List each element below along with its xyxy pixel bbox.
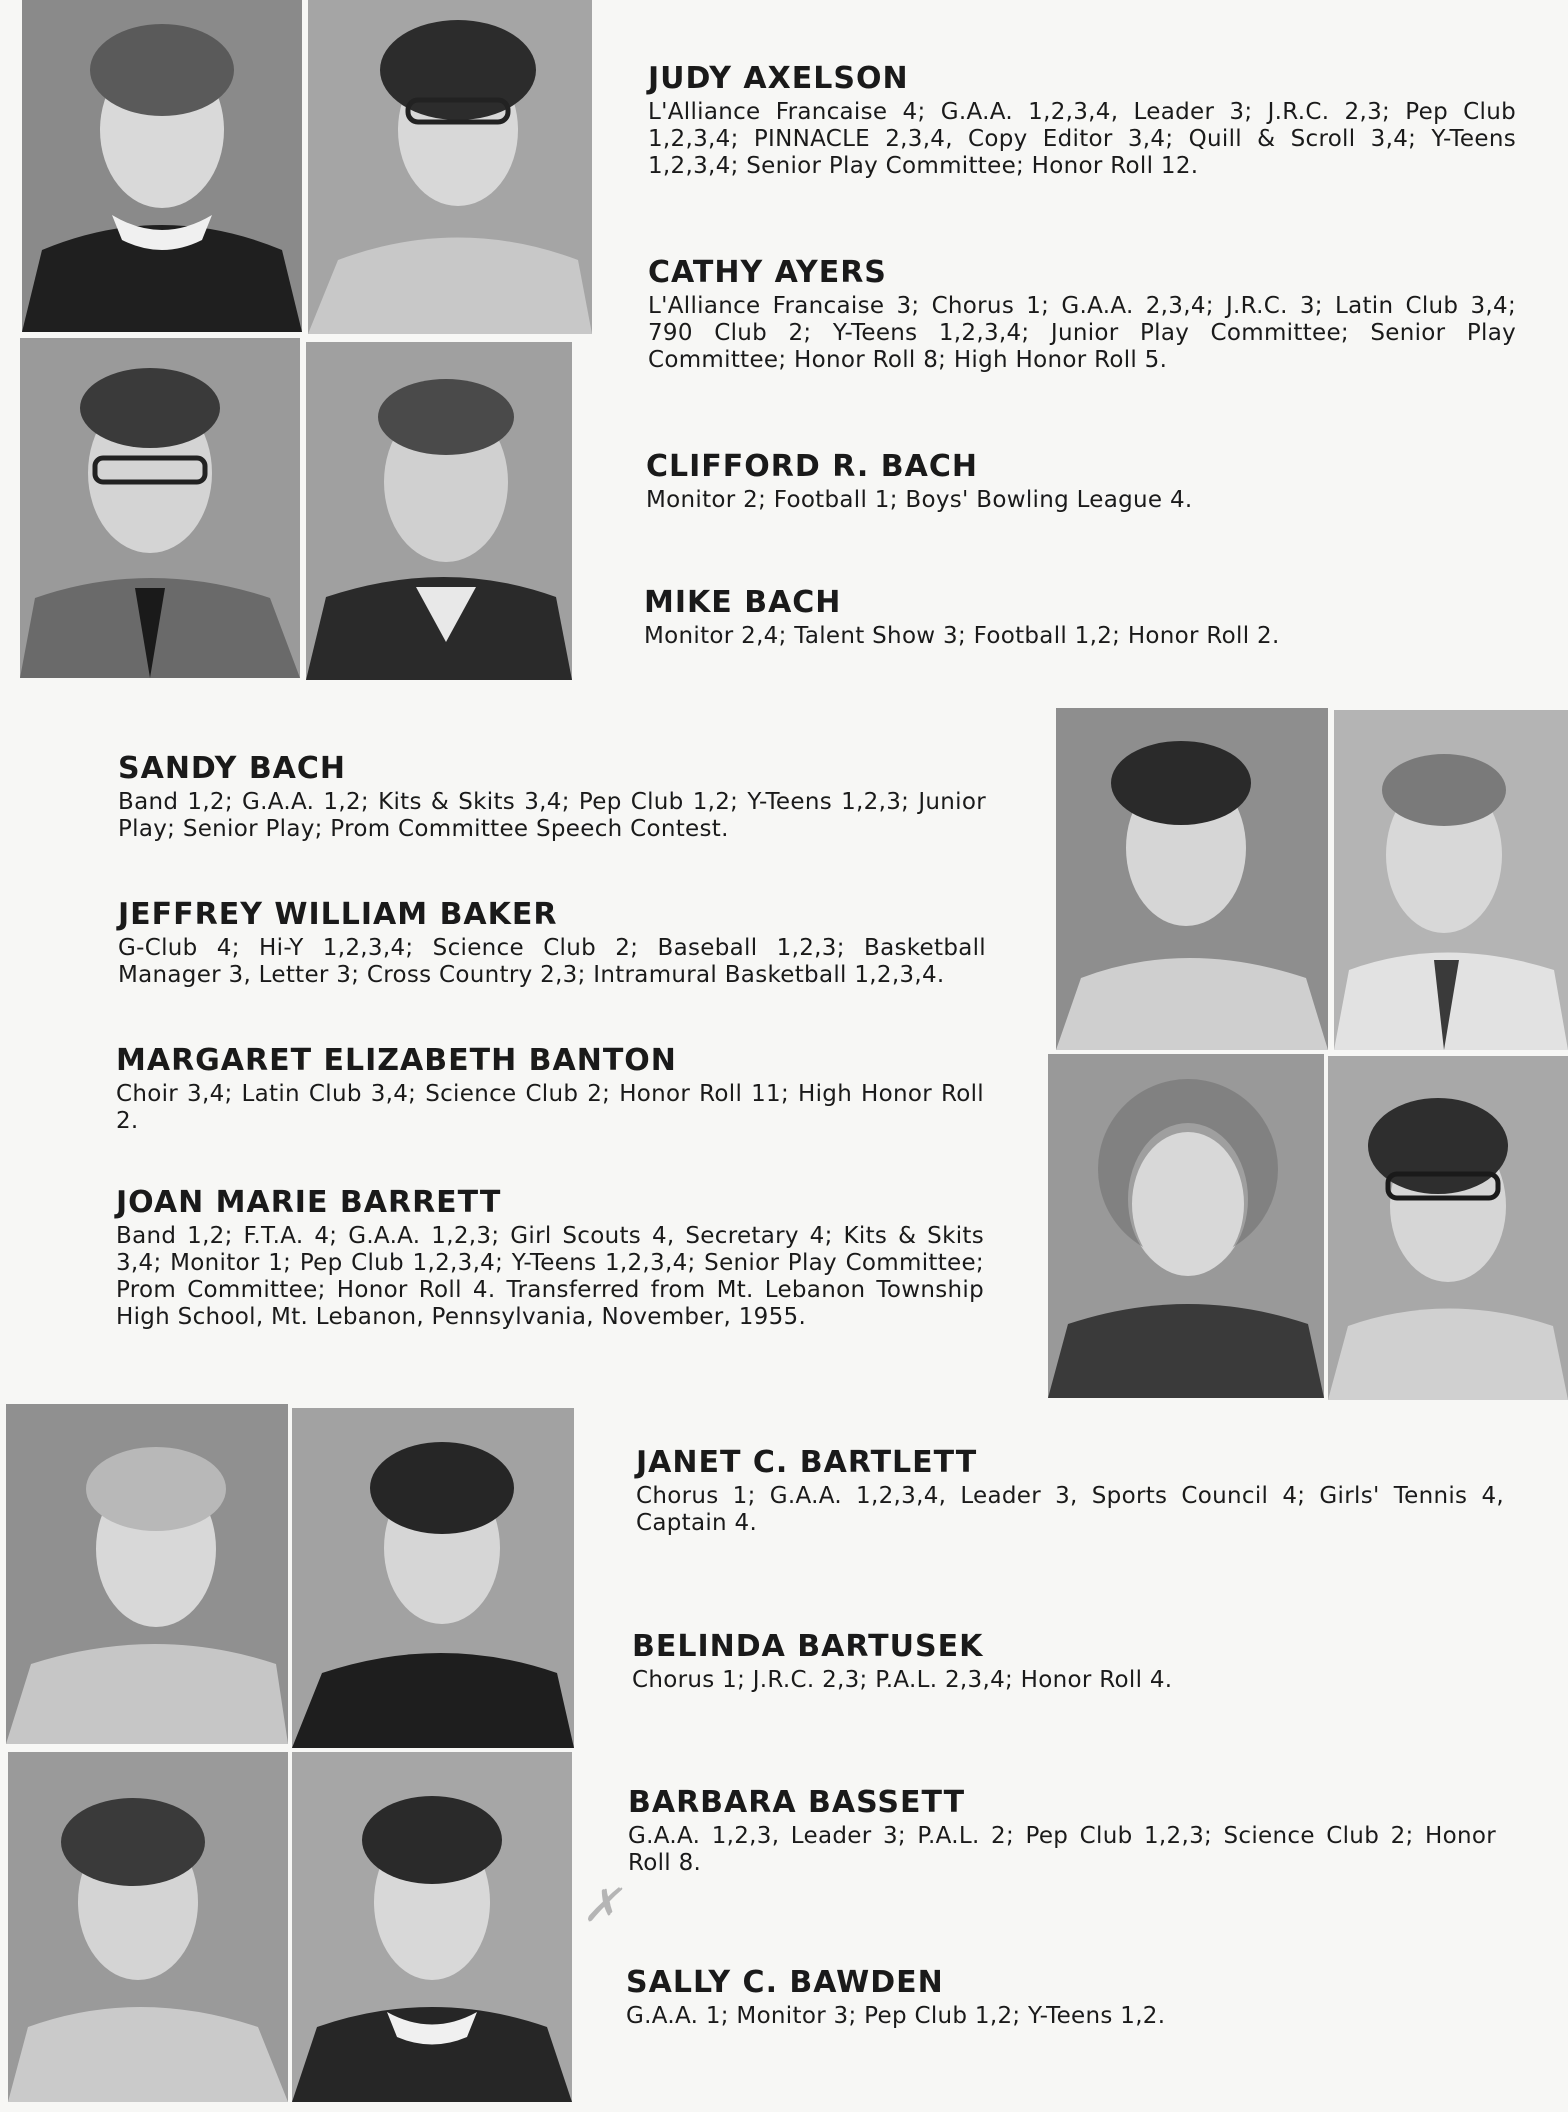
student-entry-belinda-bartusek xyxy=(632,1630,1500,1694)
student-name: CLIFFORD R. BACH xyxy=(646,449,978,484)
student-activities: Band 1,2; G.A.A. 1,2; Kits & Skits 3,4; Pep Club 1,2; Y-Teens 1,2,3; Junior Play; Senior Play; Prom Committee Speech Contest. xyxy=(118,789,986,842)
student-name: JEFFREY WILLIAM BAKER xyxy=(118,897,558,932)
student-activities: G.A.A. 1,2,3, Leader 3; P.A.L. 2; Pep Club 1,2,3; Science Club 2; Honor Roll 8. xyxy=(628,1823,1496,1876)
student-entry-margaret-elizabeth-banton xyxy=(116,1044,984,1135)
student-name: SANDY BACH xyxy=(118,751,347,786)
student-activities: Chorus 1; J.R.C. 2,3; P.A.L. 2,3,4; Honor Roll 4. xyxy=(632,1667,1173,1693)
pencil-mark: ✗ xyxy=(582,1878,621,1932)
portrait-photo-clifford-bach xyxy=(20,338,300,678)
student-activities: Band 1,2; F.T.A. 4; G.A.A. 1,2,3; Girl Scouts 4, Secretary 4; Kits & Skits 3,4; Monitor 1; Pep Club 1,2,3,4; Y-Teens 1,2,3,4; Senior Play Committee; Prom Committee; Honor Roll 4. Transferred from Mt. Lebanon Township High School, Mt. Lebanon, Pennsylvania, November, 1955. xyxy=(116,1223,984,1330)
portrait-photo-judy-axelson xyxy=(22,0,302,332)
student-entry-judy-axelson xyxy=(648,62,1516,180)
portrait-photo-jeffrey-william-baker xyxy=(1334,710,1568,1050)
student-name: CATHY AYERS xyxy=(648,255,887,290)
portrait-photo-belinda-bartusek xyxy=(292,1408,574,1748)
student-activities: G.A.A. 1; Monitor 3; Pep Club 1,2; Y-Teens 1,2. xyxy=(626,2003,1166,2029)
portrait-photo-janet-c-bartlett xyxy=(6,1404,288,1744)
portrait-photo-joan-marie-barrett xyxy=(1328,1056,1568,1400)
student-name: SALLY C. BAWDEN xyxy=(626,1965,944,2000)
portrait-photo-margaret-elizabeth-banton xyxy=(1048,1054,1324,1398)
portrait-photo-cathy-ayers xyxy=(308,0,592,334)
student-name: BELINDA BARTUSEK xyxy=(632,1629,984,1664)
student-activities: Monitor 2; Football 1; Boys' Bowling League 4. xyxy=(646,487,1193,513)
portrait-photo-barbara-bassett xyxy=(8,1752,288,2102)
student-name: JANET C. BARTLETT xyxy=(636,1445,978,1480)
student-activities: L'Alliance Francaise 4; G.A.A. 1,2,3,4, Leader 3; J.R.C. 2,3; Pep Club 1,2,3,4; PINNACLE 2,3,4, Copy Editor 3,4; Quill & Scroll 3,4; Y-Teens 1,2,3,4; Senior Play Committee; Honor Roll 12. xyxy=(648,99,1516,179)
portrait-photo-mike-bach xyxy=(306,342,572,680)
portrait-photo-sally-c-bawden xyxy=(292,1752,572,2102)
student-name: JUDY AXELSON xyxy=(648,61,909,96)
student-entry-joan-marie-barrett xyxy=(116,1186,984,1331)
student-entry-barbara-bassett xyxy=(628,1786,1496,1877)
student-name: MARGARET ELIZABETH BANTON xyxy=(116,1043,677,1078)
student-activities: Chorus 1; G.A.A. 1,2,3,4, Leader 3, Sports Council 4; Girls' Tennis 4, Captain 4. xyxy=(636,1483,1504,1536)
student-entry-sandy-bach xyxy=(118,752,986,843)
student-name: BARBARA BASSETT xyxy=(628,1785,966,1820)
student-entry-sally-c-bawden xyxy=(626,1966,1494,2030)
student-entry-jeffrey-william-baker xyxy=(118,898,986,989)
student-name: JOAN MARIE BARRETT xyxy=(116,1185,502,1220)
student-activities: L'Alliance Francaise 3; Chorus 1; G.A.A. 2,3,4; J.R.C. 3; Latin Club 3,4; 790 Club 2; Y-Teens 1,2,3,4; Junior Play Committee; Senior Play Committee; Honor Roll 8; High Honor Roll 5. xyxy=(648,293,1516,373)
student-entry-janet-c-bartlett xyxy=(636,1446,1504,1537)
student-name: MIKE BACH xyxy=(644,585,842,620)
student-entry-clifford-bach xyxy=(646,450,1514,514)
portrait-photo-sandy-bach xyxy=(1056,708,1328,1050)
student-activities: Choir 3,4; Latin Club 3,4; Science Club 2; Honor Roll 11; High Honor Roll 2. xyxy=(116,1081,984,1134)
student-entry-cathy-ayers xyxy=(648,256,1516,374)
student-activities: Monitor 2,4; Talent Show 3; Football 1,2; Honor Roll 2. xyxy=(644,623,1280,649)
student-activities: G-Club 4; Hi-Y 1,2,3,4; Science Club 2; Baseball 1,2,3; Basketball Manager 3, Letter 3; Cross Country 2,3; Intramural Basketball 1,2,3,4. xyxy=(118,935,986,988)
student-entry-mike-bach xyxy=(644,586,1512,650)
